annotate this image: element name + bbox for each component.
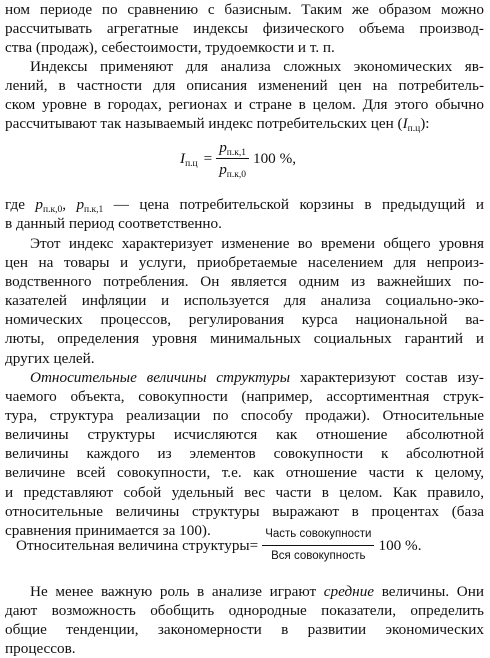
- index-subscript: п.ц: [407, 124, 421, 135]
- paragraph-averages: [5, 582, 484, 658]
- text-fragment: ,: [62, 196, 66, 213]
- formula-structure: [16, 525, 422, 566]
- paragraph-cpi-description: [5, 234, 484, 368]
- text-line: общие тенденции, закономерности в развитии экономических: [5, 621, 484, 639]
- text-fragment: — цена потребительской корзины в предыдущий и: [103, 196, 484, 213]
- text-line: дают возможность обобщить однородные показатели, определить: [5, 602, 484, 620]
- formula-lhs: [180, 149, 198, 168]
- index-symbol: I: [402, 115, 408, 133]
- formula-lhs: Относительная величина структуры: [16, 537, 250, 555]
- numerator-subscript: п.к,1: [226, 148, 246, 158]
- variable-subscript: п.к,1: [84, 205, 104, 215]
- text-line: водственного потребления. Он является одним из важнейших по-: [5, 273, 484, 291]
- denominator: [216, 159, 249, 179]
- text-line: величины структуры исчисляются как отношение абсолютной: [5, 426, 484, 444]
- equals-sign: =: [249, 537, 259, 555]
- fraction: [262, 525, 374, 566]
- text-line: относительные величины структуры выражают в процентах (база: [5, 502, 484, 520]
- formula-tail: 100 %,: [252, 150, 297, 168]
- numerator: Часть совокупности: [262, 525, 374, 546]
- paragraph-structure: [5, 368, 484, 540]
- italic-word: средние: [323, 583, 375, 600]
- text-line: процессов.: [5, 640, 76, 658]
- text-line: [5, 582, 484, 601]
- paragraph-continuation: [5, 0, 484, 57]
- text-line: ства (продаж), себестоимости, трудоемкости и т. п.: [5, 39, 335, 57]
- paragraph-where: [5, 195, 484, 233]
- text-line: Этот индекс характеризует изменение во времени общего уровня: [30, 235, 484, 252]
- text-fragment: ):: [420, 115, 430, 133]
- fraction: [216, 138, 249, 179]
- lhs-subscript: п.ц: [185, 159, 198, 170]
- text-fragment: Не менее важную роль в анализе играют: [30, 583, 324, 600]
- lhs-symbol: I: [180, 150, 186, 168]
- italic-term: Относительные величины структуры: [30, 369, 291, 386]
- text-fragment: рассчитывают так называемый индекс потребительских цен (: [5, 115, 403, 133]
- text-line: номических процессов, регулирования курса национальной ва-: [5, 311, 484, 329]
- text-line: [5, 368, 484, 387]
- equals-sign: =: [203, 150, 213, 168]
- text-line: ном периоде по сравнению с базисным. Таким же образом можно: [5, 1, 484, 18]
- text-line: рассчитывать агрегатные индексы физического объема производ-: [5, 20, 484, 38]
- text-line: тура, структура реализации по способу продажи). Относительные: [5, 407, 484, 425]
- paragraph-indices: [5, 57, 484, 133]
- text-line: [5, 114, 484, 133]
- formula-tail: 100 %.: [378, 537, 422, 555]
- text-line: ском уровне в городах, регионах и стране в целом. Для этого обычно: [5, 96, 484, 114]
- text-fragment: величины. Они: [374, 583, 484, 600]
- text-fragment: характеризуют состав изу-: [290, 369, 484, 386]
- text-line: цен на товары и услуги, приобретаемые населением для непроиз-: [5, 254, 484, 272]
- numerator: [216, 138, 249, 159]
- text-line: других целей.: [5, 349, 95, 367]
- denominator-subscript: п.к,0: [226, 170, 246, 181]
- text-line: Индексы применяют для анализа сложных экономических яв-: [30, 58, 484, 75]
- formula-cpi: [180, 138, 296, 179]
- text-fragment: где: [5, 196, 25, 213]
- text-line: и представляют собой удельный вес части в целом. Как правило,: [5, 483, 484, 501]
- text-line: люты, определения уровня минимальных социальных гарантий и: [5, 330, 484, 348]
- text-line: [5, 195, 484, 214]
- variable-symbol: p: [76, 196, 85, 213]
- denominator: Вся совокупность: [271, 550, 366, 563]
- text-line: величины каждого из элементов совокупности к абсолютной: [5, 445, 484, 463]
- text-line: сравнения принимается за 100).: [5, 521, 211, 539]
- denominator-symbol: p: [219, 161, 227, 179]
- variable-symbol: p: [35, 196, 43, 213]
- numerator-symbol: p: [219, 139, 227, 156]
- text-line: величине всей совокупности, т.е. как отношение части к целому,: [5, 464, 484, 482]
- text-line: чаемого объекта, совокупности (например, ассортиментная струк-: [5, 388, 484, 406]
- text-line: в данный период соответственно.: [5, 215, 222, 233]
- text-line: лений, в частности для описания изменений цен на потребитель-: [5, 77, 484, 95]
- variable-subscript: п.к,0: [43, 205, 63, 215]
- text-line: казателей инфляции и используется для анализа социально-эко-: [5, 292, 484, 310]
